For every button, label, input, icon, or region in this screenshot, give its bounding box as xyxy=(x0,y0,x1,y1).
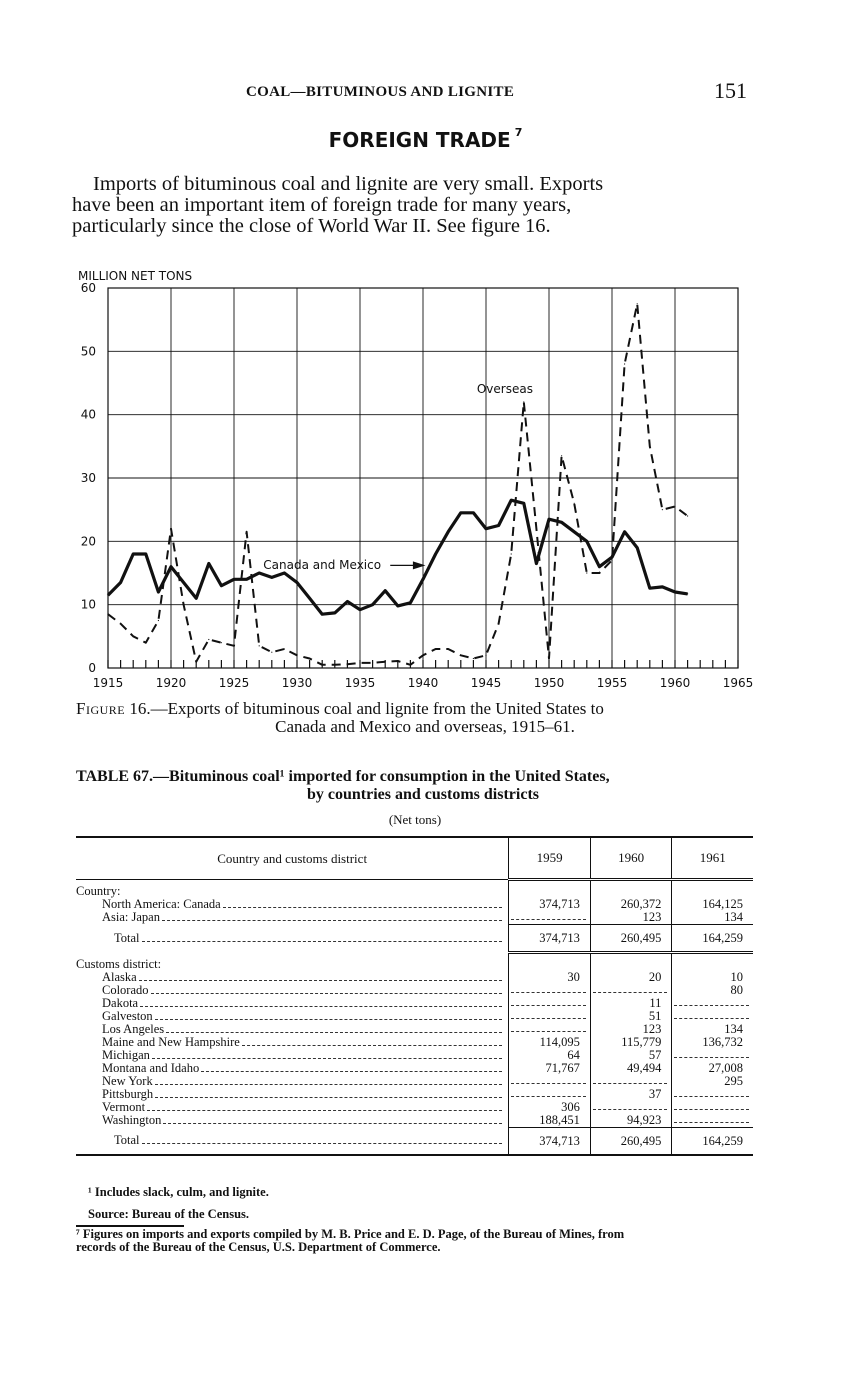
row-label-text: Washington xyxy=(102,1114,162,1127)
table-value: 57 xyxy=(648,1048,662,1062)
intro-paragraph xyxy=(72,174,754,237)
leader-dots xyxy=(201,1062,502,1072)
empty-value-leader xyxy=(674,992,749,1006)
data-point xyxy=(473,512,474,513)
row-label-text: Vermont xyxy=(102,1101,146,1114)
data-point xyxy=(170,528,171,529)
data-point xyxy=(561,455,562,456)
table-value xyxy=(509,911,580,924)
district-total-row xyxy=(76,1128,753,1156)
y-tick-label: 40 xyxy=(80,407,96,422)
country-heading: Country: xyxy=(76,884,121,898)
country-v1960 xyxy=(590,885,672,925)
data-point xyxy=(359,662,360,663)
data-point xyxy=(586,572,587,573)
data-point xyxy=(334,612,335,613)
row-label-text: Montana and Idaho xyxy=(102,1062,200,1075)
column-header-1959: 1959 xyxy=(509,837,591,880)
intro-line-1: Imports of bituminous coal and lignite are very small. Exports xyxy=(93,173,604,195)
data-point xyxy=(674,506,675,507)
y-axis-label: MILLION NET TONS xyxy=(78,269,193,283)
data-point xyxy=(611,557,612,558)
country-total-row xyxy=(76,925,753,953)
data-point xyxy=(523,503,524,504)
row-label xyxy=(76,1023,502,1036)
footnote-7-line-1: ⁷ Figures on imports and exports compiled by M. B. Price and E. D. Page, of the Bureau of Mines, from xyxy=(76,1227,625,1241)
data-point xyxy=(107,595,108,596)
data-point xyxy=(511,553,512,554)
total-value-1960: 260,495 xyxy=(590,1128,672,1156)
data-point xyxy=(536,563,537,564)
row-label-text: Los Angeles xyxy=(102,1023,165,1036)
data-point xyxy=(460,512,461,513)
x-tick-label: 1930 xyxy=(281,676,313,690)
district-v1961 xyxy=(672,958,753,1128)
leader-dots xyxy=(151,984,503,994)
x-tick-label: 1950 xyxy=(533,676,565,690)
annotation-canada-mexico: Canada and Mexico xyxy=(263,558,382,573)
total-value-1959: 374,713 xyxy=(509,925,591,953)
row-label xyxy=(76,1114,502,1127)
empty-value-leader xyxy=(511,906,586,920)
figure-caption-line-2: Canada and Mexico and overseas, 1915–61. xyxy=(275,717,575,736)
data-point xyxy=(435,648,436,649)
table-value: 114,095 xyxy=(539,1035,580,1049)
data-point xyxy=(208,563,209,564)
empty-value-leader xyxy=(593,1096,668,1110)
row-label-text: Dakota xyxy=(102,997,139,1010)
district-v1959 xyxy=(509,958,591,1128)
data-point xyxy=(309,598,310,599)
leader-dots xyxy=(166,1023,502,1033)
data-point xyxy=(397,660,398,661)
figure-label: Figure xyxy=(76,699,126,718)
data-point xyxy=(208,639,209,640)
row-label xyxy=(76,1049,502,1062)
leader-dots xyxy=(223,898,503,908)
district-v1960 xyxy=(590,958,672,1128)
leader-dots xyxy=(155,1088,502,1098)
leader-dots xyxy=(242,1036,502,1046)
data-point xyxy=(145,642,146,643)
x-tick-label: 1965 xyxy=(722,676,754,690)
leader-dots xyxy=(147,1101,502,1111)
total-label-text: Total xyxy=(114,1134,140,1148)
section-title xyxy=(0,128,851,152)
row-label xyxy=(76,1101,502,1114)
data-point xyxy=(561,522,562,523)
series-line-canada-mexico xyxy=(108,500,688,614)
empty-value-leader xyxy=(674,1044,749,1058)
y-tick-label: 30 xyxy=(80,471,96,485)
annotation-arrow-head xyxy=(413,561,426,569)
empty-value-leader xyxy=(511,1070,586,1084)
data-point xyxy=(498,623,499,624)
row-label-text: New York xyxy=(102,1075,153,1088)
data-point xyxy=(385,590,386,591)
data-point xyxy=(637,303,638,304)
empty-value-leader xyxy=(511,1018,586,1032)
leader-dots xyxy=(162,911,502,921)
column-header-1960: 1960 xyxy=(590,837,672,880)
data-point xyxy=(246,579,247,580)
y-tick-label: 20 xyxy=(80,534,96,549)
row-label xyxy=(76,997,502,1010)
row-label xyxy=(76,1088,502,1101)
data-point xyxy=(422,655,423,656)
data-point xyxy=(359,609,360,610)
data-point xyxy=(309,658,310,659)
figure-caption-text-1: 16.—Exports of bituminous coal and lignite from the United States to xyxy=(125,699,604,718)
data-point xyxy=(624,531,625,532)
data-point xyxy=(385,661,386,662)
table-value: 374,713 xyxy=(539,897,580,911)
leader-dots xyxy=(140,997,502,1007)
data-point xyxy=(296,655,297,656)
data-point xyxy=(511,500,512,501)
table-header-row xyxy=(76,837,753,880)
empty-value-leader xyxy=(674,1005,749,1019)
data-point xyxy=(221,585,222,586)
table-value: 71,767 xyxy=(545,1061,580,1075)
data-point xyxy=(120,582,121,583)
table-value: 27,008 xyxy=(708,1061,743,1075)
table-units: (Net tons) xyxy=(388,812,442,827)
table-caption xyxy=(76,768,754,804)
row-label xyxy=(76,911,502,924)
empty-value-leader xyxy=(674,1083,749,1097)
data-point xyxy=(586,541,587,542)
data-point xyxy=(221,642,222,643)
data-point xyxy=(624,363,625,364)
y-tick-label: 60 xyxy=(80,281,96,295)
data-point xyxy=(485,655,486,656)
row-label-text: Alaska xyxy=(102,971,137,984)
footnote-ref: 7 xyxy=(514,126,523,139)
data-point xyxy=(662,586,663,587)
data-point xyxy=(548,519,549,520)
data-point xyxy=(435,553,436,554)
table-value xyxy=(672,1114,743,1127)
data-point xyxy=(548,658,549,659)
leader-dots xyxy=(142,1134,503,1144)
data-point xyxy=(649,588,650,589)
district-total-row-stub xyxy=(76,1128,509,1156)
footnote-7 xyxy=(76,1228,754,1254)
country-total-row-stub xyxy=(76,925,509,953)
annotation-overseas: Overseas xyxy=(476,381,533,396)
data-point xyxy=(133,553,134,554)
empty-value-leader xyxy=(674,1109,749,1123)
table-caption-line-2: by countries and customs districts xyxy=(306,786,539,803)
leader-dots xyxy=(155,1010,503,1020)
table-value: 115,779 xyxy=(621,1035,662,1049)
table-value: 134 xyxy=(724,910,743,924)
table-caption-line-1: TABLE 67.—Bituminous coal¹ imported for consumption in the United States, xyxy=(76,768,610,785)
data-point xyxy=(410,664,411,665)
row-label-text: Galveston xyxy=(102,1010,153,1023)
table-value: 64 xyxy=(567,1048,580,1062)
figure-caption xyxy=(76,700,754,736)
total-value-1959: 374,713 xyxy=(509,1128,591,1156)
total-value-1960: 260,495 xyxy=(590,925,672,953)
total-value-1961: 164,259 xyxy=(672,925,753,953)
table-value: 49,494 xyxy=(627,1061,662,1075)
data-point xyxy=(599,572,600,573)
page-number: 151 xyxy=(714,78,747,103)
data-point xyxy=(498,525,499,526)
x-tick-label: 1955 xyxy=(596,676,628,690)
district-rows xyxy=(76,958,753,1128)
data-point xyxy=(599,566,600,567)
column-header-stub: Country and customs district xyxy=(76,837,509,880)
table-value: 295 xyxy=(724,1074,743,1088)
empty-value-leader xyxy=(593,1070,668,1084)
leader-dots xyxy=(152,1049,502,1059)
row-label-text: North America: Canada xyxy=(102,898,221,911)
x-tick-label: 1935 xyxy=(344,676,376,690)
data-point xyxy=(662,509,663,510)
table-value: 134 xyxy=(724,1022,743,1036)
data-point xyxy=(259,645,260,646)
data-point xyxy=(196,598,197,599)
data-point xyxy=(183,604,184,605)
data-point xyxy=(145,553,146,554)
table-value: 260,372 xyxy=(620,897,662,911)
data-point xyxy=(271,577,272,578)
data-point xyxy=(246,531,247,532)
data-point xyxy=(334,664,335,665)
data-point xyxy=(372,604,373,605)
figure-caption-line-1 xyxy=(76,700,754,718)
data-point xyxy=(233,645,234,646)
country-rows xyxy=(76,885,753,925)
row-label-text: Pittsburgh xyxy=(102,1088,154,1101)
data-point xyxy=(422,579,423,580)
empty-value-leader xyxy=(674,1096,749,1110)
imports-table xyxy=(76,836,753,1156)
section-title-text: FOREIGN TRADE xyxy=(328,128,511,152)
table-value: 80 xyxy=(730,983,743,997)
data-point xyxy=(473,658,474,659)
data-point xyxy=(120,623,121,624)
data-point xyxy=(284,648,285,649)
table-value: 123 xyxy=(642,910,662,924)
data-point xyxy=(687,515,688,516)
source-note: Source: Bureau of the Census. xyxy=(88,1207,250,1221)
data-point xyxy=(170,566,171,567)
x-tick-label: 1945 xyxy=(470,676,502,690)
table-value: 94,923 xyxy=(627,1113,662,1127)
table-value: 37 xyxy=(648,1087,662,1101)
table-body xyxy=(76,880,753,1156)
data-point xyxy=(485,528,486,529)
empty-value-leader xyxy=(511,1083,586,1097)
data-point xyxy=(410,602,411,603)
table-value: 30 xyxy=(567,970,580,984)
table-value: 188,451 xyxy=(539,1113,580,1127)
table-value: 10 xyxy=(730,970,743,984)
footnote-7-line-2: records of the Bureau of the Census, U.S. Department of Commerce. xyxy=(76,1240,441,1254)
data-point xyxy=(271,652,272,653)
data-point xyxy=(523,401,524,402)
data-point xyxy=(397,605,398,606)
data-point xyxy=(372,662,373,663)
row-label xyxy=(76,984,502,997)
row-label-text: Asia: Japan xyxy=(102,911,160,924)
data-point xyxy=(322,664,323,665)
running-header: COAL—BITUMINOUS AND LIGNITE xyxy=(246,84,515,100)
x-tick-label: 1925 xyxy=(218,676,250,690)
leader-dots xyxy=(155,1075,503,1085)
data-point xyxy=(322,614,323,615)
row-label xyxy=(76,1010,502,1023)
country-v1959 xyxy=(509,885,591,925)
y-tick-label: 0 xyxy=(88,661,96,675)
empty-value-leader xyxy=(511,1005,586,1019)
data-point xyxy=(196,661,197,662)
data-point xyxy=(536,528,537,529)
data-point xyxy=(259,572,260,573)
table-value: 123 xyxy=(642,1022,662,1036)
row-label-text: Maine and New Hampshire xyxy=(102,1036,240,1049)
data-point xyxy=(347,601,348,602)
country-v1961 xyxy=(672,885,753,925)
x-tick-label: 1915 xyxy=(92,676,124,690)
empty-value-leader xyxy=(593,979,668,993)
district-heading: Customs district: xyxy=(76,957,162,971)
x-tick-label: 1920 xyxy=(155,676,187,690)
leader-dots xyxy=(142,932,503,942)
column-header-1961: 1961 xyxy=(672,837,753,880)
table-value: 306 xyxy=(561,1100,580,1114)
data-point xyxy=(296,582,297,583)
data-point xyxy=(183,582,184,583)
total-value-1961: 164,259 xyxy=(672,1128,753,1156)
data-point xyxy=(687,593,688,594)
exports-line-chart xyxy=(70,262,770,694)
row-label xyxy=(76,1075,502,1088)
leader-dots xyxy=(163,1114,502,1124)
row-label xyxy=(76,971,502,984)
empty-value-leader xyxy=(511,992,586,1006)
data-point xyxy=(574,503,575,504)
district-stub xyxy=(76,958,509,1128)
row-label xyxy=(76,1036,502,1049)
total-label xyxy=(76,932,502,945)
country-stub xyxy=(76,885,509,925)
total-label xyxy=(76,1134,502,1147)
row-label-text: Michigan xyxy=(102,1049,150,1062)
row-label xyxy=(76,1062,502,1075)
data-point xyxy=(649,446,650,447)
table-value: 11 xyxy=(649,996,662,1010)
data-point xyxy=(448,648,449,649)
data-point xyxy=(158,591,159,592)
table-value: 164,125 xyxy=(702,897,743,911)
table-value: 51 xyxy=(648,1009,662,1023)
data-point xyxy=(284,572,285,573)
x-tick-label: 1960 xyxy=(659,676,691,690)
data-point xyxy=(133,636,134,637)
data-point xyxy=(674,591,675,592)
series-line-overseas xyxy=(108,304,688,665)
intro-line-2: have been an important item of foreign trade for many years, xyxy=(72,194,572,216)
total-label-text: Total xyxy=(114,932,140,945)
table-value: 136,732 xyxy=(702,1035,743,1049)
table-value: 20 xyxy=(648,970,662,984)
data-point xyxy=(158,620,159,621)
data-point xyxy=(460,655,461,656)
data-point xyxy=(637,547,638,548)
row-label xyxy=(76,898,502,911)
leader-dots xyxy=(139,971,503,981)
y-tick-label: 50 xyxy=(80,344,96,359)
data-point xyxy=(574,531,575,532)
data-point xyxy=(107,614,108,615)
intro-line-3: particularly since the close of World War II. See figure 16. xyxy=(72,215,551,237)
data-point xyxy=(233,579,234,580)
data-point xyxy=(448,531,449,532)
x-tick-label: 1940 xyxy=(407,676,439,690)
row-label-text: Colorado xyxy=(102,984,149,997)
empty-value-leader xyxy=(511,979,586,993)
footnote-1: ¹ Includes slack, culm, and lignite. xyxy=(88,1185,269,1199)
data-point xyxy=(347,664,348,665)
data-point xyxy=(611,560,612,561)
y-tick-label: 10 xyxy=(80,597,96,612)
